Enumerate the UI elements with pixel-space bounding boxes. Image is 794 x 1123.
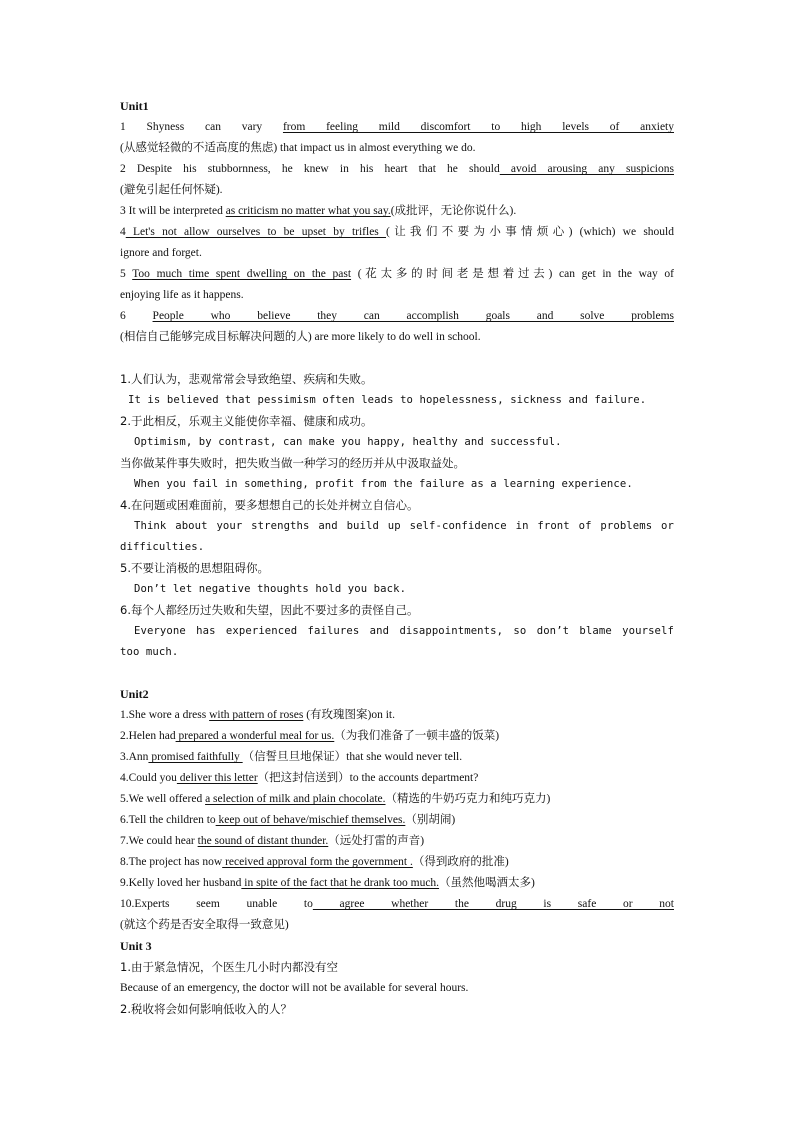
unit1-item-1-line2: (从感觉轻微的不适高度的焦虑) that impact us in almost everything we do. [120, 142, 476, 154]
translation-5-cn: 5.不要让消极的思想阻碍你。 [120, 561, 269, 575]
unit2-item-10-line2: (就这个药是否安全取得一致意见) [120, 919, 289, 931]
unit2-item-8: 8.The project has now received approval form the government .（得到政府的批准) [120, 856, 509, 868]
unit3-item-1-en: Because of an emergency, the doctor will not be available for several hours. [120, 982, 469, 994]
unit1-item-4-line1: 4 Let's not allow ourselves to be upset by trifles (让我们不要为小事情烦心) (which) we should [120, 226, 674, 238]
underlined-phrase: agree whether the drug is safe or not [312, 898, 674, 910]
unit1-item-6-line2: (相信自己能够完成目标解决问题的人) are more likely to do well in school. [120, 331, 481, 343]
underlined-phrase: a selection of milk and plain chocolate. [205, 793, 386, 805]
unit2-item-1: 1.She wore a dress with pattern of roses (有玫瑰图案)on it. [120, 709, 396, 721]
unit1-item-2-line1: 2 Despite his stubbornness, he knew in his heart that he should avoid arousing any suspicions [120, 163, 674, 175]
underlined-phrase: avoid arousing any suspicions [499, 163, 674, 175]
unit1-item-2-line2: (避免引起任何怀疑). [120, 184, 223, 196]
unit1-item-5-line1: 5 Too much time spent dwelling on the past (花太多的时间老是想着过去) can get in the way of [120, 268, 674, 280]
translation-1-en: It is believed that pessimism often leads to hopelessness, sickness and failure. [128, 394, 647, 406]
underlined-phrase: the sound of distant thunder. [197, 835, 329, 847]
document-page [120, 96, 674, 1020]
unit2-item-2: 2.Helen had prepared a wonderful meal for us.（为我们准备了一顿丰盛的饭菜) [120, 730, 500, 742]
translation-6-en: Everyone has experienced failures and disappointments, so don’t blame yourself [134, 625, 674, 637]
translation-4-en-cont: difficulties. [120, 541, 205, 553]
unit2-item-5: 5.We well offered a selection of milk and plain chocolate.（精选的牛奶巧克力和纯巧克力) [120, 793, 551, 805]
translation-6-en-cont: too much. [120, 646, 179, 658]
translation-2-cn: 2.于此相反，乐观主义能使你幸福、健康和成功。 [120, 414, 373, 428]
translation-1-cn: 1.人们认为，悲观常常会导致绝望、疾病和失败。 [120, 372, 373, 386]
unit2-item-3: 3.Ann promised faithfully （信誓旦旦地保证）that she would never tell. [120, 751, 463, 763]
underlined-phrase: prepared a wonderful meal for us. [175, 730, 335, 742]
underlined-phrase: Too much time spent dwelling on the past [132, 268, 352, 280]
unit1-item-1-line1: 1 Shyness can vary from feeling mild discomfort to high levels of anxiety [120, 121, 674, 133]
spacer [120, 348, 674, 369]
underlined-phrase: in spite of the fact that he drank too much. [241, 877, 440, 889]
translation-4-cn: 4.在问题或困难面前，要多想想自己的长处并树立自信心。 [120, 498, 419, 512]
translation-6-cn: 6.每个人都经历过失败和失望，因此不要过多的责怪自己。 [120, 603, 419, 617]
underlined-phrase: Let's not allow ourselves to be upset by trifles [125, 226, 387, 238]
underlined-phrase: with pattern of roses [209, 709, 304, 721]
unit2-item-6: 6.Tell the children to keep out of behave/mischief themselves.（别胡闹) [120, 814, 456, 826]
translation-2-en: Optimism, by contrast, can make you happy, healthy and successful. [134, 436, 562, 448]
spacer [120, 663, 674, 684]
unit1-item-3: 3 It will be interpreted as criticism no matter what you say.(成批评，无论你说什么). [120, 205, 517, 217]
unit1-item-4-line2: ignore and forget. [120, 247, 202, 259]
unit2-item-4: 4.Could you deliver this letter（把这封信送到）to the accounts department? [120, 772, 479, 784]
translation-4-en: Think about your strengths and build up self-confidence in front of problems or [134, 520, 674, 532]
unit2-item-9: 9.Kelly loved her husband in spite of the fact that he drank too much.（虽然他喝酒太多) [120, 877, 535, 889]
translation-3-cn: 当你做某件事失败时，把失败当做一种学习的经历并从中汲取益处。 [120, 456, 465, 470]
underlined-phrase: from feeling mild discomfort to high levels of anxiety [282, 121, 674, 133]
unit3-item-1-cn: 1.由于紧急情况，个医生几小时内都没有空 [120, 960, 338, 974]
unit1-heading: Unit1 [120, 99, 149, 113]
underlined-phrase: received approval form the government . [222, 856, 413, 868]
underlined-phrase: People who believe they can accomplish goals and solve problems [152, 310, 674, 322]
underlined-phrase: keep out of behave/mischief themselves. [215, 814, 406, 826]
underlined-phrase: deliver this letter [176, 772, 258, 784]
unit1-item-5-line2: enjoying life as it happens. [120, 289, 244, 301]
unit3-item-2-cn: 2.税收将会如何影响低收入的人？ [120, 1002, 292, 1016]
translation-5-en: Don’t let negative thoughts hold you back. [134, 583, 407, 595]
underlined-phrase: promised faithfully [148, 751, 243, 763]
unit2-item-10-line1: 10.Experts seem unable to agree whether the drug is safe or not [120, 898, 674, 910]
translation-3-en: When you fail in something, profit from the failure as a learning experience. [134, 478, 633, 490]
underlined-phrase: as criticism no matter what you say. [225, 205, 391, 217]
unit3-heading: Unit 3 [120, 939, 152, 953]
unit2-item-7: 7.We could hear the sound of distant thunder.（远处打雷的声音) [120, 835, 425, 847]
unit2-heading: Unit2 [120, 687, 149, 701]
unit1-item-6-line1: 6 People who believe they can accomplish goals and solve problems [120, 310, 674, 322]
